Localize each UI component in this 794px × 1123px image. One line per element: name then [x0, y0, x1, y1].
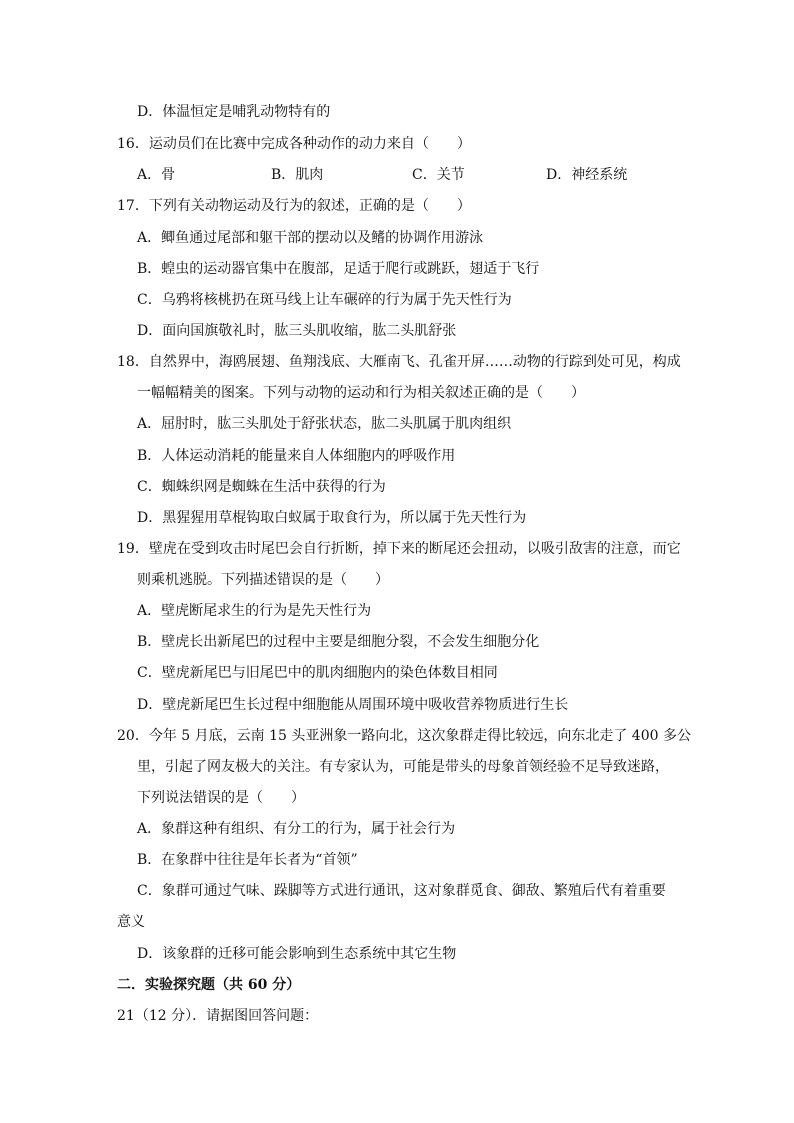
q19-option-b: B．壁虎长出新尾巴的过程中主要是细胞分裂，不会发生细胞分化	[137, 634, 540, 650]
section-heading: 二．实验探究题（共 60 分）	[117, 977, 301, 993]
q19-option-d: D．壁虎新尾巴生长过程中细胞能从周围环境中吸收营养物质进行生长	[137, 697, 569, 713]
q17-option-c: C．乌鸦将核桃扔在斑马线上让车碾碎的行为属于先天性行为	[137, 292, 512, 308]
q20-stem-line1: 20．今年 5 月底，云南 15 头亚洲象一路向北，这次象群走得比较远，向东北走了 400 多公	[117, 728, 691, 744]
q16-option-c: C．关节	[412, 167, 465, 183]
q20-option-a: A．象群这种有组织、有分工的行为，属于社会行为	[137, 821, 456, 837]
q19-stem-line1: 19．壁虎在受到攻击时尾巴会自行折断，掉下来的断尾还会扭动，以吸引敌害的注意，而它	[117, 541, 681, 557]
q19-option-a: A．壁虎断尾求生的行为是先天性行为	[137, 603, 372, 619]
q20-option-c: C．象群可通过气味、跺脚等方式进行通讯，这对象群觅食、御敌、繁殖后代有着重要	[137, 883, 666, 899]
q17-option-b: B．蝗虫的运动器官集中在腹部，足适于爬行或跳跃，翅适于飞行	[137, 261, 540, 277]
q16-option-d: D．神经系统	[546, 167, 628, 183]
q16-option-b: B．肌肉	[271, 167, 324, 183]
q20-option-b: B．在象群中往往是年长者为“首领”	[137, 852, 358, 868]
q16-option-a: A．骨	[137, 167, 176, 183]
q20-stem-line3: 下列说法错误的是（ ）	[137, 790, 305, 806]
q17-option-a: A．鲫鱼通过尾部和躯干部的摆动以及鳍的协调作用游泳	[137, 230, 484, 246]
q20-option-d: D．该象群的迁移可能会影响到生态系统中其它生物	[137, 946, 457, 962]
q18-option-a: A．屈肘时，肱三头肌处于舒张状态，肱二头肌属于肌肉组织	[137, 416, 512, 432]
q17-stem: 17．下列有关动物运动及行为的叙述，正确的是（ ）	[117, 198, 471, 214]
q15-option-d: D．体温恒定是哺乳动物特有的	[137, 104, 331, 120]
q16-stem: 16．运动员们在比赛中完成各种动作的动力来自（ ）	[117, 136, 471, 152]
q20-option-c-cont: 意义	[117, 914, 145, 930]
q20-stem-line2: 里，引起了网友极大的关注。有专家认为，可能是带头的母象首领经验不足导致迷路，	[137, 759, 669, 775]
q18-option-c: C．蜘蛛织网是蜘蛛在生活中获得的行为	[137, 479, 386, 495]
q19-stem-line2: 则乘机逃脱。下列描述错误的是（ ）	[137, 572, 389, 588]
q18-stem-line2: 一幅幅精美的图案。下列与动物的运动和行为相关叙述正确的是（ ）	[137, 385, 585, 401]
q21-stem: 21（12 分）．请据图回答问题：	[117, 1008, 319, 1024]
q19-option-c: C．壁虎新尾巴与旧尾巴中的肌肉细胞内的染色体数目相同	[137, 665, 498, 681]
q17-option-d: D．面向国旗敬礼时，肱三头肌收缩，肱二头肌舒张	[137, 323, 457, 339]
q18-option-d: D．黑猩猩用草棍钩取白蚁属于取食行为，所以属于先天性行为	[137, 510, 527, 526]
q18-option-b: B．人体运动消耗的能量来自人体细胞内的呼吸作用	[137, 448, 456, 464]
q18-stem-line1: 18．自然界中，海鸥展翅、鱼翔浅底、大雁南飞、孔雀开屏……动物的行踪到处可见，构成	[117, 354, 681, 370]
